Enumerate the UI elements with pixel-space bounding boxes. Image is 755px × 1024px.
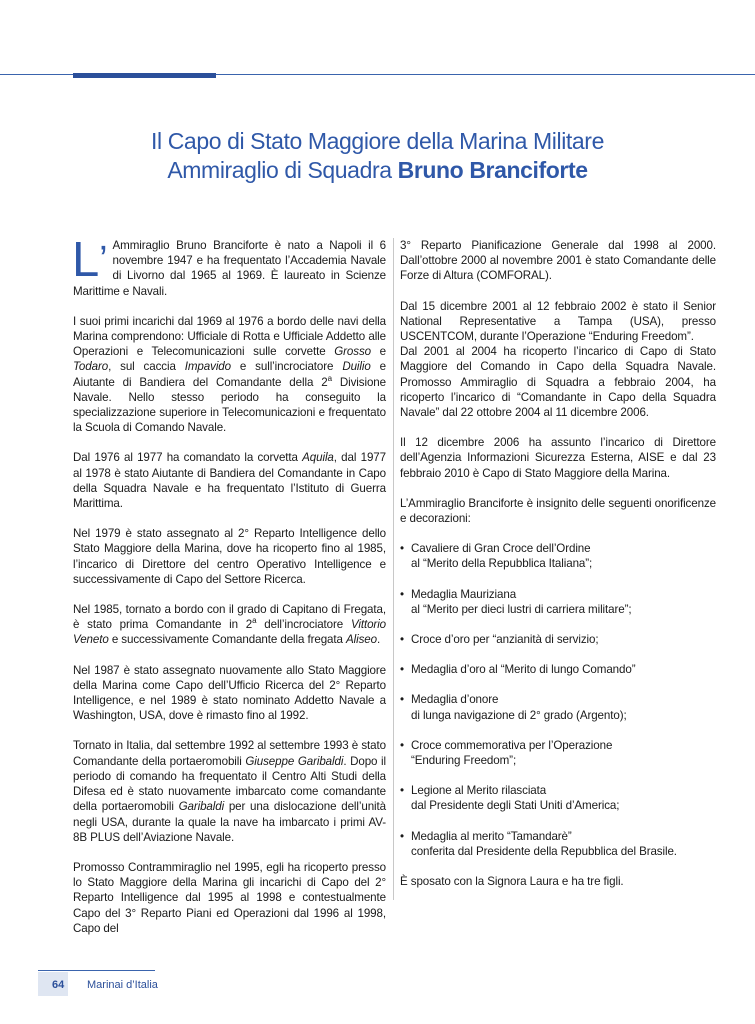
header-accent-bar [73,73,216,78]
magazine-name: Marinai d’Italia [87,979,158,991]
paragraph-2006: Il 12 dicembre 2006 ha assunto l’incarico di Direttore dell’Agenzia Informazioni Sicurezza Esterna, AISE e dal 23 febbraio 2010 è Capo di Stato Maggiore della Marina. [400,436,716,480]
paragraph-first-assignments: I suoi primi incarichi dal 1969 al 1976 a bordo delle navi della Marina comprendono: Ufficiale di Rotta e Ufficiale Addetto alle Operazioni e Telecomunicazioni sulle corvette Grosso e Todaro, sul caccia Impavido e sull’incrociatore Duilio e Aiutante di Bandiera del Comandante della 2$^a$ Divisione Navale. Nello stesso periodo ha conseguito la specializzazione superiore in Telecomunicazioni e frequentato la Scuola di Comando Navale. [73,314,386,435]
paragraph-1998: 3° Reparto Pianificazione Generale dal 1998 al 2000. Dall’ottobre 2000 al novembre 2001 è stato Comandante delle Forze di Altura (COMFORAL). [400,239,716,283]
paragraph-1987: Nel 1987 è stato assegnato nuovamente allo Stato Maggiore della Marina come Capo dell’Ufficio Ricerca del 2° Reparto Intelligence, e nel 1989 è stato nominato Addetto Navale a Washington, USA, dove è rimasto fino al 1992. [73,663,386,723]
list-item: • Cavaliere di Gran Croce dell’Ordine al “Merito della Repubblica Italiana”; [400,542,593,571]
list-item: • Medaglia Mauriziana al “Merito per dieci lustri di carriera militare”; [400,587,632,616]
paragraph-2004: Dal 2001 al 2004 ha ricoperto l’incarico di Capo di Stato Maggiore del Comando in Capo della Squadra Navale. Promosso Ammiraglio di Squadra a febbraio 2004, ha ricoperto l’incarico di “Comandante in Capo della Squadra Navale” dal 22 ottobre 2004 al 11 dicembre 2006. [400,345,716,420]
list-item: • Croce d’oro per “anzianità di servizio; [400,633,599,647]
paragraph-1979: Nel 1979 è stato assegnato al 2° Reparto Intelligence dello Stato Maggiore della Marina, dove ha ricoperto fino al 1985, l’incarico di Direttore del centro Operativo Intelligence e successivamente di Capo del Settore Ricerca. [73,527,386,586]
paragraph-1992: Tornato in Italia, dal settembre 1992 al settembre 1993 è stato Comandante della portaeromobili Giuseppe Garibaldi. Dopo il periodo di comando ha frequentato il Centro Alti Studi della Difesa ed è stato nuovamente imbarcato come comandante della portaeromobili Garibaldi per una dislocazione dell’unità negli USA, durante la quale la nave ha imbarcato i primi AV-8B PLUS dell’Aviazione Navale. [73,739,386,844]
column-divider [393,238,394,900]
paragraph-1976: Dal 1976 al 1977 ha comandato la corvetta Aquila, dal 1977 al 1978 è stato Aiutante di Bandiera del Comandante in Capo della Squadra Navale e ha frequentato l’Istituto di Guerra Marittima. [73,451,386,511]
list-item: • Croce commemorativa per l’Operazione “Enduring Freedom”; [400,738,613,768]
paragraph-1995: Promosso Contrammiraglio nel 1995, egli ha ricoperto presso lo Stato Maggiore della Marina gli incarichi di Capo del 2° Reparto Intelligence dal 1995 al 1998 e contestualmente Capo del 3° Reparto Piani ed Operazioni dal 1996 al 1998, Capo del [73,860,386,935]
left-column [72,233,387,951]
paragraph-intro: L’ Ammiraglio Bruno Branciforte è nato a Napoli il 6 novembre 1947 e ha frequentato l’Accademia Navale di Livorno dal 1965 al 1969. È laureato in Scienze Marittime e Navali. [72,233,386,298]
drop-cap: L’ [72,233,108,287]
paragraph-family: È sposato con la Signora Laura e ha tre figli. [400,875,624,889]
list-item: • Legione al Merito rilasciata dal Presidente degli Stati Uniti d’America; [400,784,620,813]
title-line-1: Il Capo di Stato Maggiore della Marina Militare [151,128,604,154]
paragraph-2001: Dal 15 dicembre 2001 al 12 febbraio 2002 è stato il Senior National Representative a Tampa (USA), presso USCENTCOM, durante l’Operazione “Enduring Freedom”. [400,299,716,344]
paragraph-1985: Nel 1985, tornato a bordo con il grado di Capitano di Fregata, è stato prima Comandante in 2$^a$ dell’incrociatore Vittorio Veneto e successivamente Comandante della fregata Aliseo. [73,603,387,647]
list-item: • Medaglia d’onore di lunga navigazione di 2° grado (Argento); [400,693,627,722]
list-item: • Medaglia al merito “Tamandarè” conferita dal Presidente della Repubblica del Brasile. [400,829,677,858]
paragraph-honors-intro: L’Ammiraglio Branciforte è insignito delle seguenti onorificenze e decorazioni: [400,496,716,526]
page-title [0,127,755,185]
title-line-2: Ammiraglio di Squadra Bruno Branciforte [167,157,588,183]
list-item: • Medaglia d’oro al “Merito di lungo Comando” [400,663,636,677]
honors-list [400,541,716,859]
admiral-name: Bruno Branciforte [397,157,588,183]
page-number: 64 [52,979,65,991]
right-column [400,238,716,904]
footer-rule [38,970,155,971]
